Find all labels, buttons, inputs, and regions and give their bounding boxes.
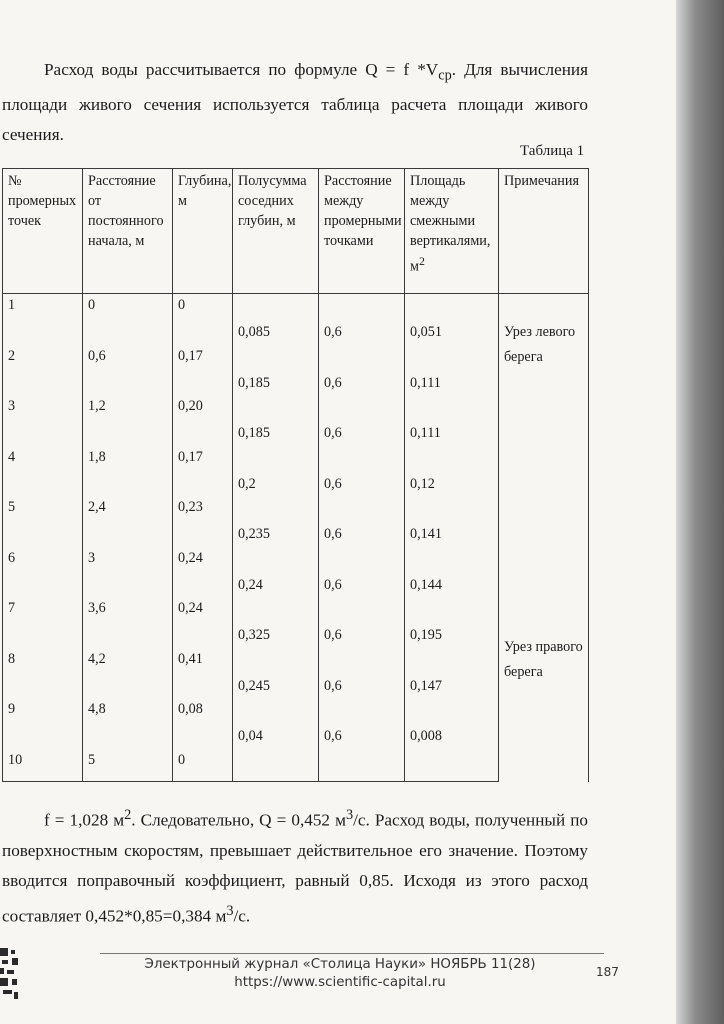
cell-between: [319, 496, 405, 547]
intro-subscript: ср: [438, 67, 452, 84]
cell-distance-value: 0: [88, 297, 96, 313]
cell-between-value: 0,6: [324, 677, 342, 694]
cell-between: [319, 698, 405, 749]
cell-distance-value: 1,2: [88, 398, 106, 415]
cell-distance-value: 4,8: [88, 701, 106, 718]
cell-halfsum-value: 0,185: [238, 425, 270, 442]
footer-divider: [100, 953, 604, 954]
cell-depth-value: 0: [178, 297, 186, 313]
journal-footer: [60, 956, 620, 992]
cell-distance: [83, 547, 173, 598]
cell-halfsum: [233, 294, 319, 345]
outro-text-1: f = 1,028 м: [44, 810, 125, 830]
cell-area: [405, 749, 499, 782]
cell-num-value: 6: [8, 549, 16, 566]
cell-between: [319, 648, 405, 699]
intro-paragraph: [2, 55, 588, 150]
cell-area: [405, 345, 499, 396]
cell-halfsum-value: 0,24: [238, 576, 263, 593]
cell-num: [3, 395, 83, 446]
intro-text-1: Расход воды рассчитывается по формуле Q = f *V: [44, 60, 439, 79]
cell-halfsum: [233, 345, 319, 396]
cell-halfsum-value: 0,085: [238, 324, 270, 340]
cell-halfsum-value: 0,235: [238, 526, 270, 543]
header-area: [405, 169, 499, 294]
cell-depth-value: 0,17: [178, 347, 203, 364]
note-right-bank: Урез правого берега: [504, 638, 583, 680]
cell-distance: [83, 749, 173, 782]
cell-depth-value: 0,24: [178, 600, 203, 617]
cell-area: [405, 446, 499, 497]
cell-between-value: 0,6: [324, 425, 342, 442]
cell-between-value: 0,6: [324, 374, 342, 391]
cell-between-value: 0,6: [324, 526, 342, 543]
cell-distance-value: 4,2: [88, 650, 106, 667]
cell-area: [405, 648, 499, 699]
cell-area: [405, 597, 499, 648]
cell-num-value: 8: [8, 650, 16, 667]
cell-halfsum-value: 0,325: [238, 627, 270, 644]
cell-between: [319, 446, 405, 497]
cell-distance: [83, 698, 173, 749]
cell-num-value: 10: [8, 751, 23, 768]
cell-between-value: 0,6: [324, 728, 342, 745]
cell-halfsum: [233, 395, 319, 446]
cell-distance: [83, 345, 173, 396]
journal-url[interactable]: https://www.scientific-capital.ru: [234, 975, 446, 990]
cell-num: [3, 547, 83, 598]
cell-depth-value: 0,17: [178, 448, 203, 465]
cell-num-value: 1: [8, 297, 16, 313]
outro-text-2: . Следовательно, Q = 0,452 м: [131, 810, 346, 830]
cell-num: [3, 597, 83, 648]
cell-between: [319, 547, 405, 598]
cell-between: [319, 597, 405, 648]
cell-depth: [173, 446, 233, 497]
journal-title: Электронный журнал «Столица Науки» НОЯБРЬ 11(28): [144, 957, 536, 972]
outro-sup-1: 2: [124, 807, 132, 823]
cell-num: [3, 698, 83, 749]
cell-halfsum: [233, 698, 319, 749]
header-num: № промерных точек: [3, 169, 83, 294]
cell-between-value: 0,6: [324, 627, 342, 644]
cell-halfsum-value: 0,185: [238, 374, 270, 391]
cell-area-value: 0,111: [410, 425, 441, 442]
cell-depth-value: 0,41: [178, 650, 203, 667]
cell-depth-value: 0,08: [178, 701, 203, 718]
cell-distance: [83, 395, 173, 446]
cell-depth: [173, 294, 233, 345]
cell-halfsum-value: 0,245: [238, 677, 270, 694]
outro-sup-2: 3: [345, 807, 354, 823]
cell-num-value: 7: [8, 600, 16, 617]
cell-depth-value: 0: [178, 751, 186, 768]
cell-halfsum: [233, 446, 319, 497]
cell-depth-value: 0,23: [178, 499, 203, 516]
page-gutter-shadow: [676, 0, 724, 1024]
cell-distance-value: 1,8: [88, 448, 106, 465]
cell-area-value: 0,051: [410, 324, 442, 340]
cell-between-value: 0,6: [324, 324, 342, 340]
cell-depth: [173, 597, 233, 648]
cell-num-value: 9: [8, 701, 16, 718]
cell-area: [405, 698, 499, 749]
cell-depth: [173, 698, 233, 749]
qr-code-icon: [0, 948, 20, 1000]
header-depth: Глубина, м: [173, 169, 233, 294]
cell-between: [319, 345, 405, 396]
cell-num-value: 5: [8, 499, 16, 516]
cell-halfsum: [233, 749, 319, 782]
cell-depth: [173, 547, 233, 598]
cell-area-value: 0,195: [410, 627, 442, 644]
cell-between: [319, 749, 405, 782]
table-body: [3, 294, 589, 782]
cell-depth: [173, 345, 233, 396]
cell-distance-value: 2,4: [88, 499, 106, 516]
cell-distance: [83, 597, 173, 648]
cell-area: [405, 395, 499, 446]
cell-halfsum: [233, 648, 319, 699]
outro-text-4: /с.: [233, 906, 251, 926]
cell-area: [405, 496, 499, 547]
cell-distance: [83, 446, 173, 497]
cell-area-value: 0,144: [410, 576, 442, 593]
header-note: Примечания: [499, 169, 589, 294]
header-area-text: Площадь между смежными вертикалями, м: [410, 173, 491, 275]
cell-distance: [83, 648, 173, 699]
cell-depth: [173, 395, 233, 446]
cell-between-value: 0,6: [324, 576, 342, 593]
cell-area: [405, 547, 499, 598]
cell-num: [3, 749, 83, 782]
header-between: Расстояние между промерными точками: [319, 169, 405, 294]
cell-area-value: 0,12: [410, 475, 435, 492]
page-number: 187: [596, 965, 619, 979]
outro-text-3: /с. Расход воды, полученный по поверхностным скоростям, превышает действительное его значение. Поэтому вводится поправочный коэффициент, равный 0,85. Исходя из этого расход составляет 0,452*0,85=0,384 м: [2, 810, 589, 926]
cell-distance: [83, 496, 173, 547]
cell-between: [319, 294, 405, 345]
cell-distance-value: 3: [88, 549, 96, 566]
cell-halfsum-value: 0,2: [238, 475, 256, 492]
cell-num: [3, 446, 83, 497]
header-distance: Расстояние от постоянного начала, м: [83, 169, 173, 294]
cell-halfsum: [233, 496, 319, 547]
intro-text-2: . Для вычисления площади живого сечения используется таблица расчета площади живого сечения.: [2, 60, 588, 145]
cell-halfsum-value: 0,04: [238, 728, 263, 745]
cell-depth: [173, 749, 233, 782]
cell-num-value: 2: [8, 347, 16, 364]
cross-section-table: [2, 168, 589, 782]
header-halfsum: Полусумма соседних глубин, м: [233, 169, 319, 294]
outro-paragraph: [2, 800, 588, 931]
cell-halfsum: [233, 597, 319, 648]
cell-depth: [173, 648, 233, 699]
cell-area-value: 0,008: [410, 728, 442, 745]
cell-between: [319, 395, 405, 446]
cell-between-value: 0,6: [324, 475, 342, 492]
cell-num: [3, 345, 83, 396]
table-row: [3, 294, 589, 345]
cell-num: [3, 496, 83, 547]
cell-num-value: 3: [8, 398, 16, 415]
outro-sup-3: 3: [226, 902, 234, 919]
cell-area: [405, 294, 499, 345]
cell-area-value: 0,111: [410, 374, 441, 391]
cell-depth-value: 0,24: [178, 549, 203, 566]
cell-num: [3, 648, 83, 699]
cell-halfsum: [233, 547, 319, 598]
cell-note-left: [499, 294, 589, 547]
cell-num-value: 4: [8, 448, 16, 465]
cell-area-value: 0,141: [410, 526, 442, 543]
note-left-bank: Урез левого берега: [504, 324, 576, 365]
cell-num: [3, 294, 83, 345]
cell-depth: [173, 496, 233, 547]
table-caption: Таблица 1: [520, 143, 585, 159]
table-header-row: [3, 169, 589, 294]
cell-distance-value: 0,6: [88, 347, 106, 364]
cell-distance-value: 3,6: [88, 600, 106, 617]
cell-note-right: [499, 547, 589, 782]
cell-area-value: 0,147: [410, 677, 442, 694]
header-area-sup: 2: [418, 254, 425, 268]
cell-distance-value: 5: [88, 751, 96, 768]
table-row: [3, 547, 589, 598]
cell-depth-value: 0,20: [178, 398, 203, 415]
cell-distance: [83, 294, 173, 345]
